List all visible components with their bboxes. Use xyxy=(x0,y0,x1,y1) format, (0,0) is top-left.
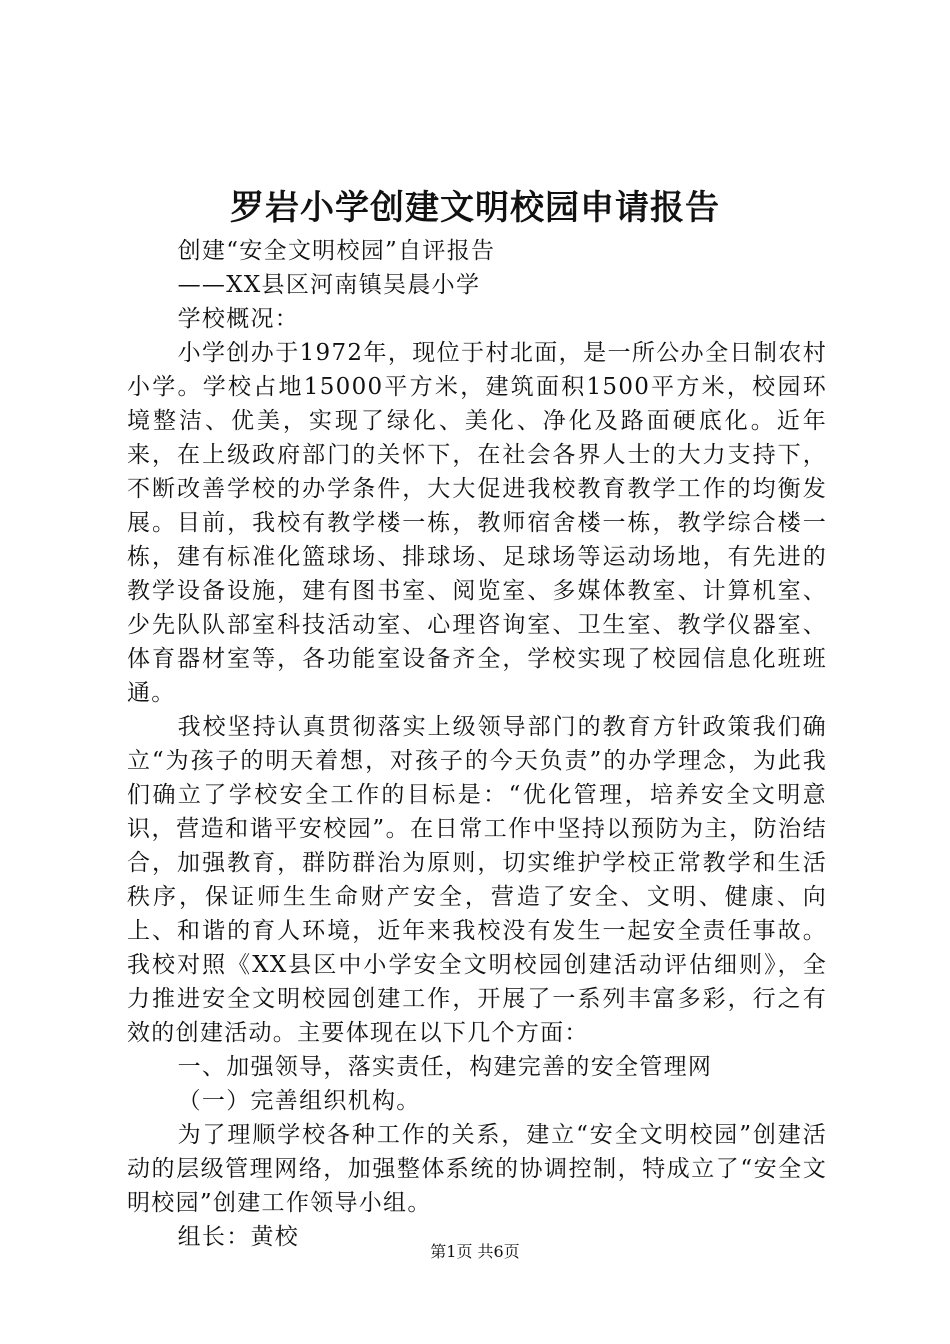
policy-paragraph: 我校坚持认真贯彻落实上级领导部门的教育方针政策我们确立“为孩子的明天着想，对孩子的今天负责”的办学理念，为此我们确立了学校安全工作的目标是：“优化管理，培养安全文明意识，营造和谐平安校园”。在日常工作中坚持以预防为主，防治结合，加强教育，群防群治为原则，切实维护学校正常教学和生活秩序，保证师生生命财产安全，营造了安全、文明、健康、向上、和谐的育人环境，近年来我校没有发生一起安全责任事故。我校对照《XX县区中小学安全文明校园创建活动评估细则》，全力推进安全文明校园创建工作，开展了一系列丰富多彩，行之有效的创建活动。主要体现在以下几个方面： xyxy=(127,714,827,1046)
document-body xyxy=(127,234,827,1254)
section-heading-overview: 学校概况： xyxy=(177,306,300,332)
team-leader-line: 组长：黄校 xyxy=(177,1224,300,1250)
section-heading-leadership: 一、加强领导，落实责任，构建完善的安全管理网 xyxy=(177,1054,713,1080)
page-number-footer: 第1页 共6页 xyxy=(430,1242,520,1261)
document-title: 罗岩小学创建文明校园申请报告 xyxy=(230,188,720,228)
subsection-heading-organization: （一）完善组织机构。 xyxy=(177,1088,421,1114)
school-name-paragraph: ——XX县区河南镇吴晨小学 xyxy=(177,272,481,298)
overview-paragraph: 小学创办于1972年，现位于村北面，是一所公办全日制农村小学。学校占地15000平方米，建筑面积1500平方米，校园环境整洁、优美，实现了绿化、美化、净化及路面硬底化。近年来，在上级政府部门的关怀下，在社会各界人士的大力支持下，不断改善学校的办学条件，大大促进我校教育教学工作的均衡发展。目前，我校有教学楼一栋，教师宿舍楼一栋，教学综合楼一栋，建有标准化篮球场、排球场、足球场等运动场地，有先进的教学设备设施，建有图书室、阅览室、多媒体教室、计算机室、少先队队部室科技活动室、心理咨询室、卫生室、教学仪器室、体育器材室等，各功能室设备齐全，学校实现了校园信息化班班通。 xyxy=(127,340,827,706)
organization-paragraph: 为了理顺学校各种工作的关系，建立“安全文明校园”创建活动的层级管理网络，加强整体系统的协调控制，特成立了“安全文明校园”创建工作领导小组。 xyxy=(127,1122,827,1216)
subtitle-paragraph: 创建“安全文明校园”自评报告 xyxy=(177,238,496,264)
